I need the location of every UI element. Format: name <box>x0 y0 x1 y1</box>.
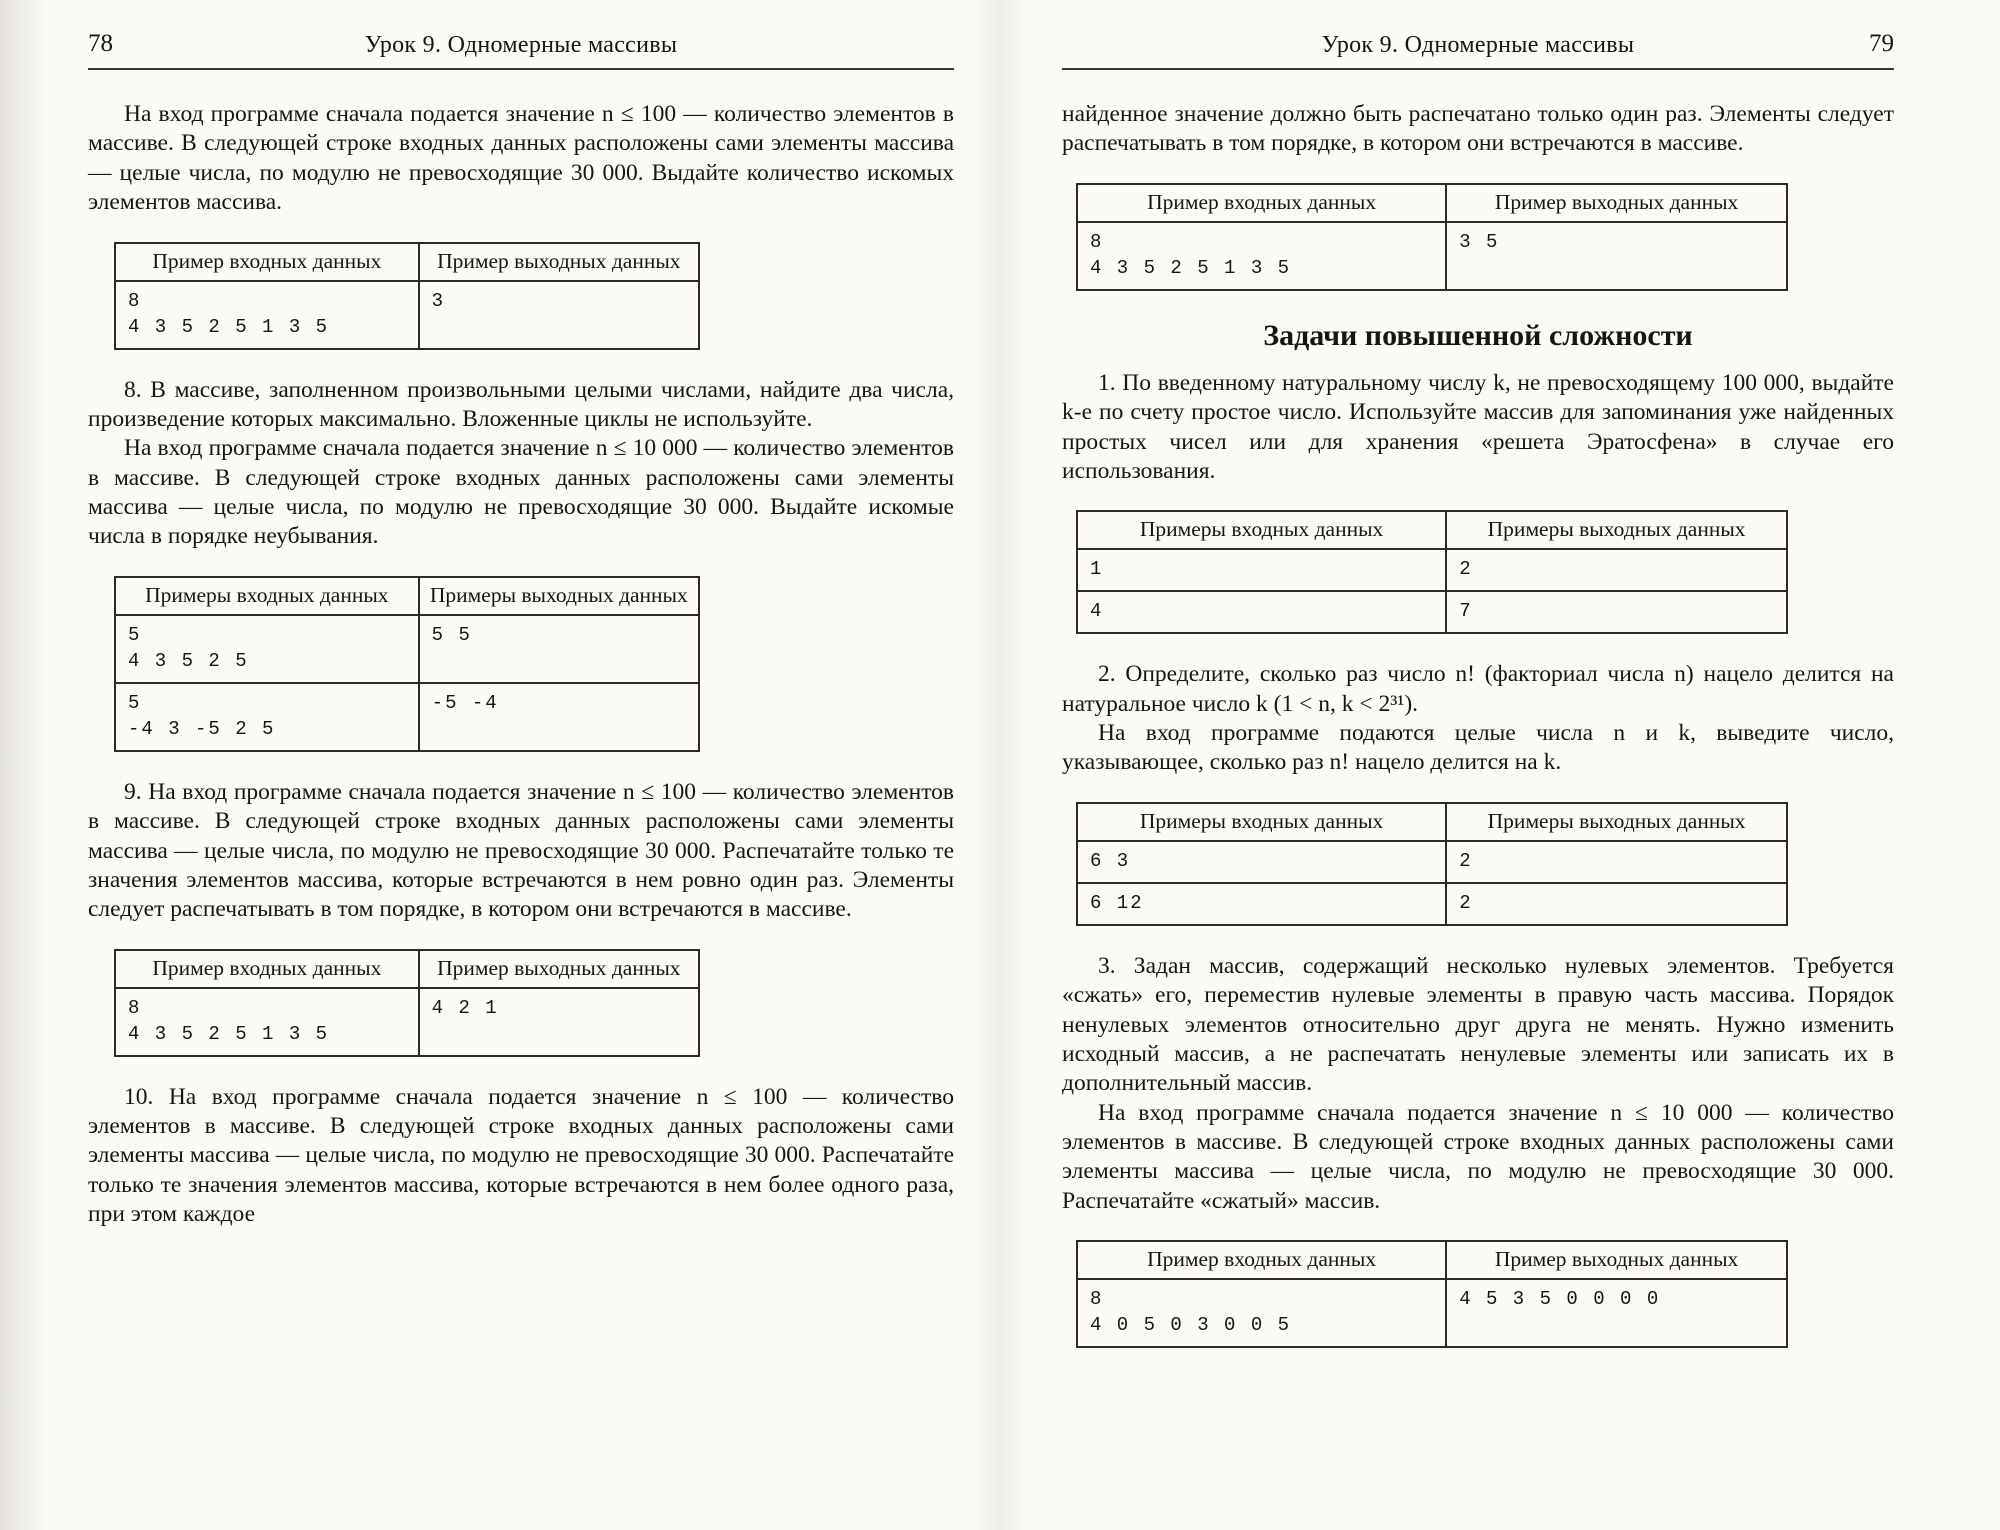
table-header-row <box>115 243 699 281</box>
table-header-input: Пример входных данных <box>1077 1241 1446 1279</box>
page-right <box>1000 0 2000 1530</box>
output-line: -5 -4 <box>431 691 499 714</box>
running-head-left <box>88 30 954 70</box>
table-row <box>115 988 699 1056</box>
table-header-output: Пример выходных данных <box>419 950 699 988</box>
input-cell <box>115 281 419 349</box>
input-cell <box>1077 549 1446 591</box>
paragraph-task2-b: На вход программе подаются целые числа n и k, выведите число, указывающее, сколько раз n! нацело делится на k. <box>1062 720 1894 776</box>
input-line: 8 <box>1090 1288 1104 1311</box>
input-line: 5 <box>128 691 142 714</box>
table-header-row <box>115 577 699 615</box>
table-header-output: Пример выходных данных <box>419 243 699 281</box>
output-cell <box>419 615 699 683</box>
table-row <box>1077 841 1787 883</box>
input-line: 4 3 5 2 5 1 3 5 <box>128 1022 330 1045</box>
table-row <box>1077 222 1787 290</box>
input-cell <box>1077 841 1446 883</box>
table-header-output: Примеры выходных данных <box>1446 803 1787 841</box>
output-cell <box>1446 841 1787 883</box>
output-line: 2 <box>1459 558 1473 581</box>
output-line: 5 5 <box>431 623 472 646</box>
input-cell <box>1077 591 1446 633</box>
input-line: 4 3 5 2 5 1 3 5 <box>1090 256 1292 279</box>
input-line: 8 <box>128 289 142 312</box>
input-cell <box>115 615 419 683</box>
input-line: 4 3 5 2 5 1 3 5 <box>128 315 330 338</box>
paragraph-task1: 1. По введенному натуральному числу k, не превосходящему 100 000, выдайте k-е по счету простое число. Используйте массив для запоминания уже найденных простых чисел или для хранения «решета Эратосфена» в случае его использования. <box>1062 369 1894 484</box>
input-line: 4 3 5 2 5 <box>128 649 249 672</box>
input-cell <box>1077 1279 1446 1347</box>
paragraph-task3-b: На вход программе сначала подается значение n ≤ 10 000 — количество элементов в массиве. В следующей строке входных данных расположены сами элементы массива — целые числа, по модулю не превосходящие 30 000. Распечатайте «сжатый» массив. <box>1062 1099 1894 1214</box>
examples-table-1 <box>114 242 700 350</box>
table-header-output: Примеры выходных данных <box>1446 511 1787 549</box>
input-line: 8 <box>128 996 142 1019</box>
table-header-row <box>1077 511 1787 549</box>
paragraph-task9: 9. На вход программе сначала подается значение n ≤ 100 — количество элементов в массиве. В следующей строке входных данных расположены сами элементы массива — целые числа, по модулю не превосходящие 30 000. Распечатайте только те значения элементов массива, которые встречаются в нем ровно один раз. Элементы следует распечатывать в том порядке, в котором они встречаются в массиве. <box>88 778 954 923</box>
output-line: 2 <box>1459 849 1473 872</box>
paragraph-intro: На вход программе сначала подается значение n ≤ 100 — количество элементов в массиве. В следующей строке входных данных расположены сами элементы массива — целые числа, по модулю не превосходящие 30 000. Выдайте количество искомых элементов массива. <box>88 101 954 216</box>
input-cell <box>115 988 419 1056</box>
output-line: 3 5 <box>1459 230 1500 253</box>
paragraph-task3-a: 3. Задан массив, содержащий несколько нулевых элементов. Требуется «сжать» его, переместив нулевые элементы в правую часть массива. Порядок ненулевых элементов относительно друг друга не менять. Нужно изменить исходный массив, а не распечатать ненулевые элементы или записать их в дополнительный массив. <box>1062 952 1894 1097</box>
table-header-row <box>1077 184 1787 222</box>
table-header-input: Пример входных данных <box>1077 184 1446 222</box>
examples-table-7 <box>1076 1240 1788 1348</box>
input-line: 6 3 <box>1090 849 1131 872</box>
output-line: 2 <box>1459 891 1473 914</box>
input-line: 1 <box>1090 558 1104 581</box>
table-row <box>1077 549 1787 591</box>
table-header-input: Пример входных данных <box>115 243 419 281</box>
input-line: 8 <box>1090 230 1104 253</box>
input-cell <box>115 683 419 751</box>
input-line: 5 <box>128 623 142 646</box>
table-header-input: Примеры входных данных <box>1077 511 1446 549</box>
output-cell <box>1446 591 1787 633</box>
examples-table-3 <box>114 949 700 1057</box>
output-line: 7 <box>1459 600 1473 623</box>
output-line: 3 <box>431 289 446 312</box>
table-header-output: Пример выходных данных <box>1446 1241 1787 1279</box>
output-cell <box>1446 883 1787 925</box>
table-header-row <box>1077 803 1787 841</box>
table-header-input: Примеры входных данных <box>1077 803 1446 841</box>
paragraph-task8-a: 8. В массиве, заполненном произвольными целыми числами, найдите два числа, произведение которых максимально. Вложенные циклы не используйте. <box>88 376 954 432</box>
output-cell <box>419 683 699 751</box>
running-head-right <box>1062 30 1894 70</box>
output-cell <box>419 988 699 1056</box>
section-heading: Задачи повышенной сложности <box>1263 318 1693 352</box>
table-header-input: Пример входных данных <box>115 950 419 988</box>
output-line: 4 5 3 5 0 0 0 0 <box>1459 1288 1661 1311</box>
table-row <box>115 281 699 349</box>
paragraph-task2-a: 2. Определите, сколько раз число n! (факториал числа n) нацело делится на натуральное число k (1 < n, k < 2³¹). <box>1062 661 1894 717</box>
output-cell <box>419 281 699 349</box>
examples-table-2 <box>114 576 700 752</box>
output-line: 4 2 1 <box>431 996 499 1019</box>
input-line: 4 <box>1090 600 1104 623</box>
examples-table-6 <box>1076 802 1788 926</box>
table-header-output: Пример выходных данных <box>1446 184 1787 222</box>
running-title-right: Урок 9. Одномерные массивы <box>1321 32 1635 58</box>
paragraph-task8-b: На вход программе сначала подается значение n ≤ 10 000 — количество элементов в массиве. В следующей строке входных данных расположены сами элементы массива — целые числа, по модулю не превосходящие 30 000. Выдайте искомые числа в порядке неубывания. <box>88 435 954 550</box>
table-header-row <box>1077 1241 1787 1279</box>
table-row <box>1077 1279 1787 1347</box>
paragraph-task10: 10. На вход программе сначала подается значение n ≤ 100 — количество элементов в массиве. В следующей строке входных данных расположены сами элементы массива — целые числа, по модулю не превосходящие 30 000. Распечатайте только те значения элементов массива, которые встречаются в нем более одного раза, при этом каждое <box>88 1083 954 1228</box>
table-row <box>115 615 699 683</box>
page-number-left: 78 <box>88 30 113 57</box>
input-cell <box>1077 883 1446 925</box>
table-header-row <box>115 950 699 988</box>
input-line: 6 12 <box>1090 891 1144 914</box>
paragraph-continuation: найденное значение должно быть распечатано только один раз. Элементы следует распечатывать в том порядке, в котором они встречаются в массиве. <box>1062 101 1894 157</box>
output-cell <box>1446 1279 1787 1347</box>
input-line: 4 0 5 0 3 0 0 5 <box>1090 1314 1292 1337</box>
input-cell <box>1077 222 1446 290</box>
examples-table-4 <box>1076 183 1788 291</box>
output-cell <box>1446 222 1787 290</box>
page-number-right: 79 <box>1869 30 1894 57</box>
table-row <box>1077 883 1787 925</box>
table-row <box>115 683 699 751</box>
output-cell <box>1446 549 1787 591</box>
running-title-left: Урок 9. Одномерные массивы <box>364 32 678 58</box>
table-header-input: Примеры входных данных <box>115 577 419 615</box>
input-line: -4 3 -5 2 5 <box>128 717 276 740</box>
examples-table-5 <box>1076 510 1788 634</box>
table-header-output: Примеры выходных данных <box>419 577 699 615</box>
table-row <box>1077 591 1787 633</box>
